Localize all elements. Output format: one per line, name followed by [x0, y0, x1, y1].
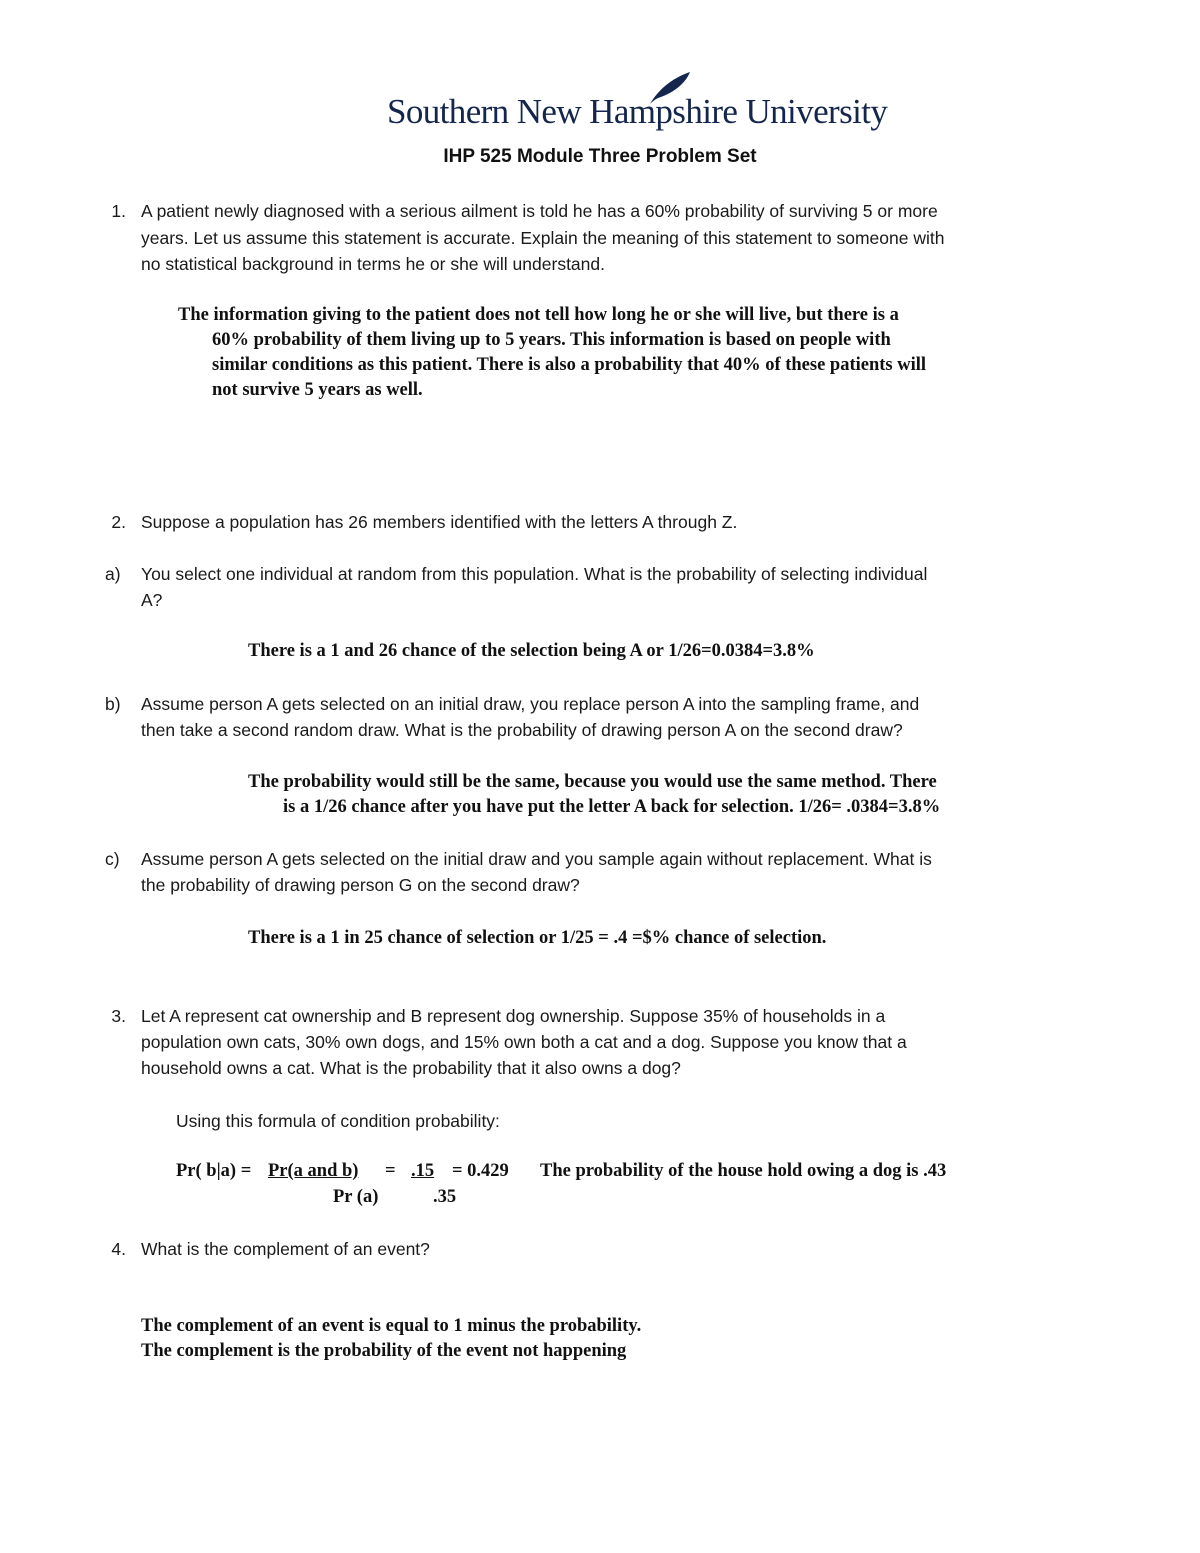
q2b-line-2: then take a second random draw. What is the probability of drawing person A on the second draw? — [141, 720, 903, 740]
q4-answer-line-2: The complement is the probability of the event not happening — [141, 1341, 627, 1361]
q2c-label: c) — [105, 849, 120, 869]
q3-answer: The probability of the house hold owing a dog is .43 — [540, 1161, 947, 1181]
q2a-line-1: You select one individual at random from this population. What is the probability of selecting individual — [141, 564, 928, 584]
q1-answer-line-1: The information giving to the patient does not tell how long he or she will live, but there is a — [178, 305, 899, 325]
formula-denominator: Pr (a) — [333, 1187, 379, 1207]
q4-answer-line-1: The complement of an event is equal to 1 minus the probability. — [141, 1316, 642, 1336]
q2c-line-1: Assume person A gets selected on the initial draw and you sample again without replacement. What is — [141, 849, 932, 869]
q3-line-2: population own cats, 30% own dogs, and 15% own both a cat and a dog. Suppose you know that a — [141, 1032, 907, 1052]
q1-number: 1. — [111, 201, 126, 221]
q2b-answer-line-2: is a 1/26 chance after you have put the letter A back for selection. 1/26= .0384=3.8% — [283, 797, 941, 817]
q2c-answer: There is a 1 in 25 chance of selection or 1/25 = .4 =$% chance of selection. — [248, 928, 827, 948]
q2-number: 2. — [111, 512, 126, 532]
q3-line-1: Let A represent cat ownership and B represent dog ownership. Suppose 35% of households in a — [141, 1006, 886, 1026]
formula-value-denominator: .35 — [433, 1187, 457, 1207]
formula-lhs: Pr( b|a) = — [176, 1161, 252, 1181]
formula-equals: = — [385, 1161, 396, 1181]
q2a-label: a) — [105, 564, 121, 584]
page-title: IHP 525 Module Three Problem Set — [443, 146, 757, 167]
q2b-line-1: Assume person A gets selected on an initial draw, you replace person A into the sampling frame, and — [141, 694, 920, 714]
q1-answer-line-4: not survive 5 years as well. — [212, 380, 423, 400]
formula-numerator: Pr(a and b) — [268, 1161, 359, 1181]
q1-line-3: no statistical background in terms he or she will understand. — [141, 254, 605, 274]
q4-text: What is the complement of an event? — [141, 1239, 430, 1259]
q1-line-2: years. Let us assume this statement is accurate. Explain the meaning of this statement to someone with — [141, 228, 945, 248]
q2a-answer: There is a 1 and 26 chance of the selection being A or 1/26=0.0384=3.8% — [248, 641, 815, 661]
q4-number: 4. — [111, 1239, 126, 1259]
q1-line-1: A patient newly diagnosed with a serious ailment is told he has a 60% probability of surviving 5 or more — [141, 201, 938, 221]
formula-value-numerator: .15 — [411, 1161, 435, 1181]
q2a-line-2: A? — [141, 590, 163, 610]
university-name: Southern New Hampshire University — [387, 92, 888, 131]
q3-number: 3. — [111, 1006, 126, 1026]
q2b-answer-line-1: The probability would still be the same, because you would use the same method. There — [248, 772, 937, 792]
q2c-line-2: the probability of drawing person G on the second draw? — [141, 875, 580, 895]
q1-answer-line-3: similar conditions as this patient. There is also a probability that 40% of these patients will — [212, 355, 927, 375]
q3-line-3: household owns a cat. What is the probability that it also owns a dog? — [141, 1058, 681, 1078]
q3-formula-intro: Using this formula of condition probability: — [176, 1111, 500, 1131]
q1-answer-line-2: 60% probability of them living up to 5 years. This information is based on people with — [212, 330, 891, 350]
q2-text: Suppose a population has 26 members identified with the letters A through Z. — [141, 512, 738, 532]
formula-result: = 0.429 — [452, 1161, 509, 1181]
q2b-label: b) — [105, 694, 121, 714]
